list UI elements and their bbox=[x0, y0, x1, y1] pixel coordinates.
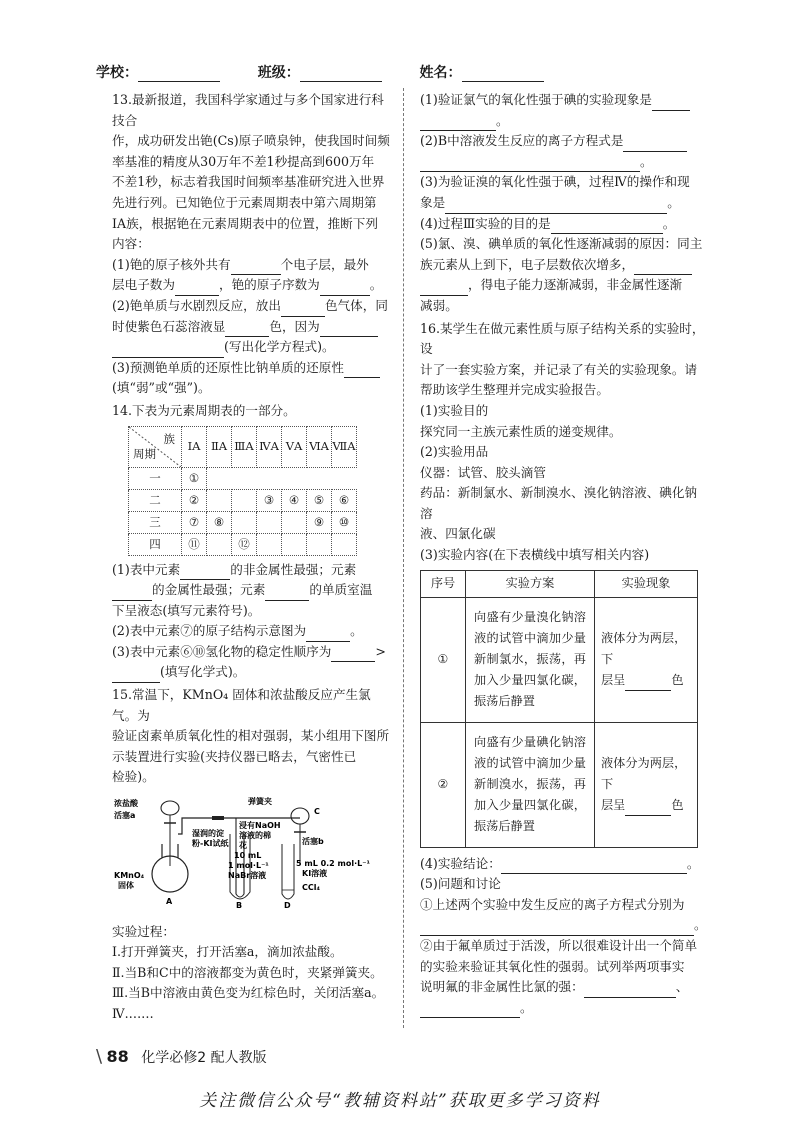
answer-blank[interactable] bbox=[420, 156, 640, 172]
apparatus-diagram bbox=[112, 794, 390, 916]
label-kmno4: KMnO₄ bbox=[114, 871, 145, 881]
process-step: Ⅱ.当B和C中的溶液都变为黄色时，夹紧弹簧夹。 bbox=[112, 964, 383, 980]
label-spring-clip: 弹簧夹 bbox=[248, 797, 272, 807]
label-cotton2: 溶液的棉 bbox=[239, 831, 271, 841]
experiment-table bbox=[420, 570, 698, 848]
q14-intro: 14.下表为元素周期表的一部分。 bbox=[112, 402, 296, 418]
q15-r2b bbox=[420, 152, 708, 173]
q15-line: 15.常温下，KMnO₄ 固体和浓盐酸反应产生氯气。为 bbox=[112, 687, 371, 723]
element-cell bbox=[307, 533, 332, 555]
answer-blank[interactable] bbox=[625, 675, 671, 691]
label-paper2: 粉-KI试纸 bbox=[192, 839, 229, 849]
q15-r1 bbox=[420, 90, 708, 111]
corner-top: 族 bbox=[163, 431, 175, 446]
answer-blank[interactable] bbox=[175, 280, 219, 296]
q13-part1b bbox=[112, 275, 390, 296]
q16-text: ①上述两个实验中发生反应的离子方程式分别为 bbox=[420, 896, 685, 912]
q13-part3 bbox=[112, 358, 390, 379]
dropping-funnel bbox=[161, 801, 179, 815]
text: 层呈 bbox=[601, 673, 626, 688]
answer-blank[interactable] bbox=[265, 585, 309, 601]
spring-clip bbox=[212, 816, 224, 820]
left-column bbox=[112, 90, 390, 1025]
answer-blank[interactable] bbox=[320, 280, 370, 296]
element-cell: ⑫ bbox=[232, 533, 257, 555]
watermark-text: 关注微信公众号“教辅资料站”获取更多学习资料 bbox=[199, 1091, 601, 1111]
period-label: 三 bbox=[129, 511, 182, 533]
answer-blank[interactable] bbox=[281, 301, 325, 317]
q13-line: ⅠA族，根据铯在元素周期表中的位置，推断下列 bbox=[112, 215, 378, 231]
answer-blank[interactable] bbox=[420, 280, 468, 296]
label-valve-b: 活塞b bbox=[302, 837, 324, 847]
answer-blank[interactable] bbox=[225, 321, 269, 337]
q15-r3b bbox=[420, 193, 708, 214]
tube-d bbox=[282, 844, 294, 899]
text: (1)验证氯气的氧化性强于碘的实验现象是 bbox=[420, 92, 652, 107]
text: (3)预测铯单质的还原性比钠单质的还原性 bbox=[112, 359, 344, 375]
bulb-c bbox=[291, 808, 309, 824]
q16-section: (1)实验目的 bbox=[420, 402, 489, 418]
label-nabr3: NaBr溶液 bbox=[228, 871, 267, 881]
q16-text: 液、四氯化碳 bbox=[420, 526, 496, 542]
label-c: C bbox=[314, 807, 320, 817]
class-blank bbox=[300, 67, 382, 82]
group-header: ⅢA bbox=[232, 426, 257, 467]
text: (1)铯的原子核外共有 bbox=[112, 256, 231, 272]
q14-part3b bbox=[112, 662, 390, 683]
period-label: 四 bbox=[129, 533, 182, 555]
element-cell bbox=[232, 489, 257, 511]
school-blank bbox=[138, 67, 220, 82]
answer-blank[interactable] bbox=[551, 218, 663, 234]
row-obs bbox=[595, 597, 698, 722]
q14-part2 bbox=[112, 621, 390, 642]
q16-d2c bbox=[420, 977, 708, 998]
row-obs bbox=[595, 722, 698, 847]
element-cell: ② bbox=[182, 489, 207, 511]
element-cell bbox=[257, 511, 282, 533]
answer-blank[interactable] bbox=[112, 585, 152, 601]
label-valve-a: 活塞a bbox=[114, 811, 136, 821]
label-ccl4: CCl₄ bbox=[302, 883, 320, 893]
text: 色气体，同 bbox=[324, 297, 388, 313]
table-row bbox=[129, 489, 357, 511]
answer-blank[interactable] bbox=[584, 982, 676, 998]
element-cell: ⑨ bbox=[307, 511, 332, 533]
group-header: ⅣA bbox=[257, 426, 282, 467]
text: 。 bbox=[640, 153, 653, 169]
element-cell: ⑦ bbox=[182, 511, 207, 533]
text: 。 bbox=[686, 855, 700, 871]
table-corner bbox=[129, 426, 182, 467]
text: 。 bbox=[350, 623, 363, 639]
question-15-continued bbox=[420, 90, 708, 317]
q13-line: 先进行列。已知铯位于元素周期表中第六周期第 bbox=[112, 194, 377, 210]
answer-blank[interactable] bbox=[320, 321, 378, 337]
answer-blank[interactable] bbox=[652, 95, 690, 111]
periodic-table bbox=[128, 426, 357, 556]
text: 层呈 bbox=[601, 798, 626, 813]
answer-blank[interactable] bbox=[420, 115, 496, 131]
text: ，铯的原子序数为 bbox=[218, 277, 320, 293]
table-row bbox=[421, 597, 698, 722]
process-step: Ⅰ.打开弹簧夹，打开活塞a，滴加浓盐酸。 bbox=[112, 944, 343, 960]
q13-part2 bbox=[112, 296, 390, 317]
q13-line: 率基准的精度从30万年不差1秒提高到600万年 bbox=[112, 153, 375, 169]
text: (4)过程Ⅲ实验的目的是 bbox=[420, 215, 551, 231]
q14-part1b bbox=[112, 580, 390, 601]
question-16 bbox=[420, 319, 708, 1019]
text: (2)铯单质与水剧烈反应，放出 bbox=[112, 297, 281, 313]
q15-r3: (3)为验证溴的氧化性强于碘，过程Ⅳ的操作和现 bbox=[420, 174, 690, 190]
apparatus-svg bbox=[112, 794, 390, 909]
element-cell bbox=[207, 533, 232, 555]
q13-part3b: (填“弱”或“强”)。 bbox=[112, 380, 211, 396]
text: > bbox=[375, 643, 386, 659]
question-13 bbox=[112, 90, 390, 399]
element-cell: ⑥ bbox=[332, 489, 357, 511]
process-step: Ⅲ.当B中溶液由黄色变为红棕色时，关闭活塞a。 bbox=[112, 985, 385, 1001]
q13-part1 bbox=[112, 255, 390, 276]
text: (2)B中溶液发生反应的离子方程式是 bbox=[420, 133, 624, 149]
q16-section: (3)实验内容(在下表横线中填写相关内容) bbox=[420, 547, 650, 563]
element-cell: ⑩ bbox=[332, 511, 357, 533]
label-cotton1: 浸有NaOH bbox=[239, 821, 281, 831]
group-header: ⅥA bbox=[307, 426, 332, 467]
text: 族元素从上到下，电子层数依次增多， bbox=[420, 256, 635, 272]
answer-blank[interactable] bbox=[331, 646, 375, 662]
question-15 bbox=[112, 685, 390, 1025]
element-cell: ① bbox=[182, 467, 207, 489]
element-cell bbox=[207, 489, 232, 511]
label-nabr1: 10 mL bbox=[234, 851, 262, 861]
q16-line: 计了一套实验方案，并记录了有关的实验现象。请 bbox=[420, 361, 698, 377]
answer-blank[interactable] bbox=[634, 259, 692, 275]
q16-section: (2)实验用品 bbox=[420, 444, 489, 460]
q15-line: 验证卤素单质氧化性的相对强弱，某小组用下图所 bbox=[112, 728, 390, 744]
q16-text: ②由于氟单质过于活泼，所以很难设计出一个简单 bbox=[420, 938, 698, 954]
q14-part1c: 下呈液态(填写元素符号)。 bbox=[112, 602, 261, 618]
text: 的非金属性最强；元素 bbox=[230, 561, 357, 577]
label-b: B bbox=[236, 901, 243, 910]
element-cell: ⑤ bbox=[307, 489, 332, 511]
answer-blank[interactable] bbox=[501, 858, 687, 874]
label-cotton3: 花 bbox=[239, 841, 247, 851]
page-number: 88 bbox=[106, 1047, 129, 1066]
q15-r1b bbox=[420, 111, 708, 132]
row-plan: 向盛有少量溴化钠溶液的试管中滴加少量新制氯水，振荡，再加入少量四氯化碳，振荡后静置 bbox=[466, 597, 595, 722]
q15-r5b bbox=[420, 255, 708, 276]
q13-line: 不差1秒，标志着我国时间频率基准研究进入世界 bbox=[112, 174, 385, 190]
answer-blank[interactable] bbox=[344, 362, 380, 378]
q15-r4 bbox=[420, 214, 708, 235]
text: 个电子层，最外 bbox=[280, 256, 369, 272]
period-label: 二 bbox=[129, 489, 182, 511]
q14-part1 bbox=[112, 560, 390, 581]
text: (1)表中元素 bbox=[112, 561, 181, 577]
text: (2)表中元素⑦的原子结构示意图为 bbox=[112, 623, 307, 639]
q16-text: 探究同一主族元素性质的递变规律。 bbox=[420, 423, 622, 439]
text: 说明氟的非金属性比氯的强： bbox=[420, 979, 584, 995]
table-row bbox=[129, 511, 357, 533]
q15-r5: (5)氯、溴、碘单质的氧化性逐渐减弱的原因：同主 bbox=[420, 236, 703, 252]
text: 液体分为两层，下 bbox=[601, 756, 687, 792]
group-header: ⅦA bbox=[332, 426, 357, 467]
q16-d1b bbox=[420, 915, 708, 936]
q13-line: 13.最新报道，我国科学家通过与多个国家进行科技合 bbox=[112, 92, 384, 128]
q16-section: (5)问题和讨论 bbox=[420, 876, 501, 892]
text: 色 bbox=[671, 798, 684, 813]
page-footer: \ 88 化学必修2 配人教版 bbox=[96, 1046, 267, 1067]
element-cell bbox=[282, 511, 307, 533]
text: 层电子数为 bbox=[112, 277, 175, 293]
element-cell: ⑪ bbox=[182, 533, 207, 555]
q15-r5c bbox=[420, 275, 708, 296]
group-header: ⅤA bbox=[282, 426, 307, 467]
q13-line: 作，成功研发出铯(Cs)原子喷泉钟，使我国时间频 bbox=[112, 133, 390, 149]
element-cell bbox=[332, 533, 357, 555]
period-label: 一 bbox=[129, 467, 182, 489]
text: 象是 bbox=[420, 194, 446, 210]
right-column bbox=[420, 90, 708, 1018]
label-solid: 固体 bbox=[118, 881, 134, 891]
q16-line: 帮助该学生整理并完成实验报告。 bbox=[420, 382, 609, 398]
text: 。 bbox=[496, 112, 509, 128]
q15-r2 bbox=[420, 131, 708, 152]
q16-line: 16.某学生在做元素性质与原子结构关系的实验时，设 bbox=[420, 320, 705, 357]
group-header: ⅠA bbox=[182, 426, 207, 467]
header-obs: 实验现象 bbox=[595, 570, 698, 597]
text: 。 bbox=[369, 277, 383, 293]
label-ki1: 5 mL 0.2 mol·L⁻¹ bbox=[296, 859, 370, 869]
q13-part2c bbox=[112, 337, 390, 358]
text: (3)表中元素⑥⑩氢化物的稳定性顺序为 bbox=[112, 643, 332, 659]
process-title: 实验过程： bbox=[112, 923, 175, 939]
text: 色 bbox=[671, 673, 684, 688]
answer-blank[interactable] bbox=[112, 667, 160, 683]
header-plan: 实验方案 bbox=[466, 570, 595, 597]
book-title: 化学必修2 配人教版 bbox=[141, 1050, 267, 1066]
corner-bottom: 周期 bbox=[133, 446, 156, 461]
label-d: D bbox=[284, 901, 291, 910]
page-header bbox=[96, 62, 544, 82]
label-ki2: KI溶液 bbox=[302, 869, 328, 879]
answer-blank[interactable] bbox=[180, 564, 230, 580]
row-no: ① bbox=[421, 597, 466, 722]
q13-part2b bbox=[112, 317, 390, 338]
label-acid: 浓盐酸 bbox=[114, 799, 138, 809]
class-label: 班级： bbox=[257, 65, 300, 81]
table-row bbox=[129, 533, 357, 555]
q15-line: 检验)。 bbox=[112, 769, 155, 785]
name-blank bbox=[462, 67, 544, 82]
label-a: A bbox=[166, 897, 173, 907]
column-divider bbox=[403, 88, 404, 1028]
q16-text: 药品：新制氯水、新制溴水、溴化钠溶液、碘化钠溶 bbox=[420, 485, 698, 521]
school-label: 学校： bbox=[96, 65, 138, 81]
element-cell: ③ bbox=[257, 489, 282, 511]
text: (4)实验结论： bbox=[420, 855, 501, 871]
text: 的单质室温 bbox=[309, 582, 373, 598]
question-14 bbox=[112, 401, 390, 683]
element-cell: ⑧ bbox=[207, 511, 232, 533]
text: 液体分为两层，下 bbox=[601, 631, 687, 667]
text: 。 bbox=[694, 917, 707, 933]
text: 色，因为 bbox=[269, 318, 320, 334]
q16-d2e bbox=[420, 998, 708, 1019]
q16-s4 bbox=[420, 854, 708, 875]
table-row bbox=[129, 467, 357, 489]
q16-text: 的实验来验证其氧化性的强弱。试列举两项事实 bbox=[420, 958, 685, 974]
q16-text: 仪器：试管、胶头滴管 bbox=[420, 464, 546, 480]
answer-blank[interactable] bbox=[112, 342, 224, 358]
text: (写出化学方程式)。 bbox=[224, 339, 335, 355]
process-step: Ⅳ.…… bbox=[112, 1006, 154, 1021]
element-cell: ④ bbox=[282, 489, 307, 511]
label-paper: 湿润的淀 bbox=[192, 829, 224, 839]
text: 。 bbox=[662, 215, 676, 231]
answer-blank[interactable] bbox=[231, 259, 281, 275]
element-cell bbox=[257, 533, 282, 555]
answer-blank[interactable] bbox=[623, 136, 687, 152]
row-no: ② bbox=[421, 722, 466, 847]
answer-blank[interactable] bbox=[420, 1002, 520, 1018]
q13-line: 内容： bbox=[112, 236, 150, 252]
text: 。 bbox=[520, 999, 533, 1015]
answer-blank[interactable] bbox=[420, 920, 694, 936]
element-cell bbox=[282, 533, 307, 555]
text: 。 bbox=[667, 194, 680, 210]
q15-r5d: 减弱。 bbox=[420, 297, 458, 313]
answer-blank[interactable] bbox=[445, 198, 667, 214]
q14-part3 bbox=[112, 642, 390, 663]
text: 时使紫色石蕊溶液显 bbox=[112, 318, 226, 334]
label-nabr2: 1 mol·L⁻¹ bbox=[228, 861, 269, 871]
answer-blank[interactable] bbox=[306, 626, 350, 642]
group-header: ⅡA bbox=[207, 426, 232, 467]
q15-line: 示装置进行实验(夹持仪器已略去，气密性已 bbox=[112, 748, 357, 764]
element-cell bbox=[232, 511, 257, 533]
row-plan: 向盛有少量碘化钠溶液的试管中滴加少量新制溴水，振荡，再加入少量四氯化碳，振荡后静置 bbox=[466, 722, 595, 847]
answer-blank[interactable] bbox=[625, 800, 671, 816]
name-label: 姓名： bbox=[419, 65, 462, 81]
text: 、 bbox=[675, 979, 689, 995]
text: ，得电子能力逐渐减弱，非金属性逐渐 bbox=[468, 277, 683, 293]
text: (填写化学式)。 bbox=[160, 664, 246, 680]
header-no: 序号 bbox=[421, 570, 466, 597]
text: 的金属性最强；元素 bbox=[152, 582, 266, 598]
table-row bbox=[421, 722, 698, 847]
